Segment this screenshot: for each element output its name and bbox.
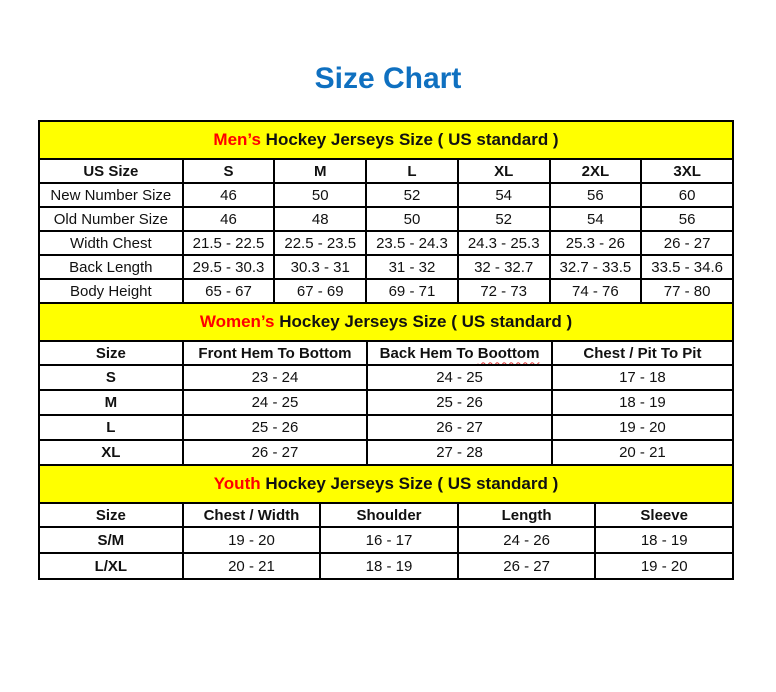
cell: 48 — [274, 207, 366, 231]
row-label: Body Height — [39, 279, 183, 303]
column-header: Front Hem To Bottom — [183, 341, 368, 365]
cell: 22.5 - 23.5 — [274, 231, 366, 255]
cell: 67 - 69 — [274, 279, 366, 303]
cell: 21.5 - 22.5 — [183, 231, 275, 255]
cell: 26 - 27 — [641, 231, 733, 255]
row-label: Back Length — [39, 255, 183, 279]
table-row — [39, 390, 733, 415]
youth-header-row — [39, 503, 733, 527]
row-label: L/XL — [39, 553, 183, 579]
column-header: US Size — [39, 159, 183, 183]
youth-size-table — [38, 464, 734, 580]
womens-band-highlight: Women’s — [199, 312, 275, 331]
cell: 20 - 21 — [552, 440, 733, 465]
cell: 54 — [458, 183, 550, 207]
cell: 50 — [274, 183, 366, 207]
cell: 32.7 - 33.5 — [550, 255, 642, 279]
row-label: M — [39, 390, 183, 415]
cell: 54 — [550, 207, 642, 231]
womens-header-row — [39, 341, 733, 365]
cell: 24 - 25 — [367, 365, 552, 390]
cell: 18 - 19 — [552, 390, 733, 415]
cell: 52 — [366, 183, 458, 207]
cell: 19 - 20 — [552, 415, 733, 440]
youth-band-highlight: Youth — [213, 474, 261, 493]
row-label: XL — [39, 440, 183, 465]
column-header: Shoulder — [320, 503, 458, 527]
mens-section-band — [39, 121, 733, 159]
cell: 19 - 20 — [595, 553, 733, 579]
tables-container — [38, 120, 734, 580]
table-row — [39, 415, 733, 440]
womens-section-band — [39, 303, 733, 341]
cell: 25.3 - 26 — [550, 231, 642, 255]
page-title: Size Chart — [314, 62, 462, 95]
cell: 77 - 80 — [641, 279, 733, 303]
column-header: 2XL — [550, 159, 642, 183]
mens-band-highlight: Men’s — [213, 130, 261, 149]
cell: 29.5 - 30.3 — [183, 255, 275, 279]
youth-band-rest: Hockey Jerseys Size ( US standard ) — [260, 474, 559, 493]
column-header: 3XL — [641, 159, 733, 183]
youth-band-cell — [39, 465, 733, 503]
womens-band-cell — [39, 303, 733, 341]
table-row — [39, 255, 733, 279]
back-hem-misspelled-word: Boottom — [477, 344, 540, 362]
column-header: Chest / Width — [183, 503, 321, 527]
cell: 56 — [641, 207, 733, 231]
table-row — [39, 527, 733, 553]
cell: 27 - 28 — [367, 440, 552, 465]
cell: 26 - 27 — [458, 553, 596, 579]
table-row — [39, 440, 733, 465]
mens-header-row — [39, 159, 733, 183]
table-row — [39, 183, 733, 207]
cell: 32 - 32.7 — [458, 255, 550, 279]
womens-size-table — [38, 302, 734, 466]
cell: 65 - 67 — [183, 279, 275, 303]
column-header: Size — [39, 341, 183, 365]
womens-band-rest: Hockey Jerseys Size ( US standard ) — [274, 312, 573, 331]
cell: 16 - 17 — [320, 527, 458, 553]
column-header: S — [183, 159, 275, 183]
cell: 72 - 73 — [458, 279, 550, 303]
cell: 25 - 26 — [367, 390, 552, 415]
cell: 50 — [366, 207, 458, 231]
table-row — [39, 231, 733, 255]
table-row — [39, 279, 733, 303]
youth-section-band — [39, 465, 733, 503]
row-label: Old Number Size — [39, 207, 183, 231]
back-hem-prefix: Back Hem To — [379, 344, 478, 362]
cell: 56 — [550, 183, 642, 207]
cell: 23.5 - 24.3 — [366, 231, 458, 255]
row-label: L — [39, 415, 183, 440]
cell: 24 - 26 — [458, 527, 596, 553]
cell: 69 - 71 — [366, 279, 458, 303]
column-header: M — [274, 159, 366, 183]
cell: 60 — [641, 183, 733, 207]
mens-band-rest: Hockey Jerseys Size ( US standard ) — [260, 130, 559, 149]
table-row — [39, 207, 733, 231]
cell: 23 - 24 — [183, 365, 368, 390]
cell: 25 - 26 — [183, 415, 368, 440]
cell: 17 - 18 — [552, 365, 733, 390]
cell: 24 - 25 — [183, 390, 368, 415]
mens-band-cell — [39, 121, 733, 159]
cell: 46 — [183, 207, 275, 231]
cell: 33.5 - 34.6 — [641, 255, 733, 279]
row-label: Width Chest — [39, 231, 183, 255]
table-row — [39, 365, 733, 390]
column-header: Sleeve — [595, 503, 733, 527]
cell: 26 - 27 — [183, 440, 368, 465]
column-header: Chest / Pit To Pit — [552, 341, 733, 365]
cell: 52 — [458, 207, 550, 231]
cell: 26 - 27 — [367, 415, 552, 440]
cell: 46 — [183, 183, 275, 207]
column-header: Length — [458, 503, 596, 527]
cell: 24.3 - 25.3 — [458, 231, 550, 255]
column-header: Size — [39, 503, 183, 527]
column-header: L — [366, 159, 458, 183]
row-label: New Number Size — [39, 183, 183, 207]
cell: 31 - 32 — [366, 255, 458, 279]
mens-size-table — [38, 120, 734, 304]
table-row — [39, 553, 733, 579]
cell: 20 - 21 — [183, 553, 321, 579]
cell: 18 - 19 — [595, 527, 733, 553]
cell: 30.3 - 31 — [274, 255, 366, 279]
cell: 18 - 19 — [320, 553, 458, 579]
cell: 74 - 76 — [550, 279, 642, 303]
row-label: S/M — [39, 527, 183, 553]
column-header-misspelled — [367, 341, 552, 365]
cell: 19 - 20 — [183, 527, 321, 553]
row-label: S — [39, 365, 183, 390]
column-header: XL — [458, 159, 550, 183]
